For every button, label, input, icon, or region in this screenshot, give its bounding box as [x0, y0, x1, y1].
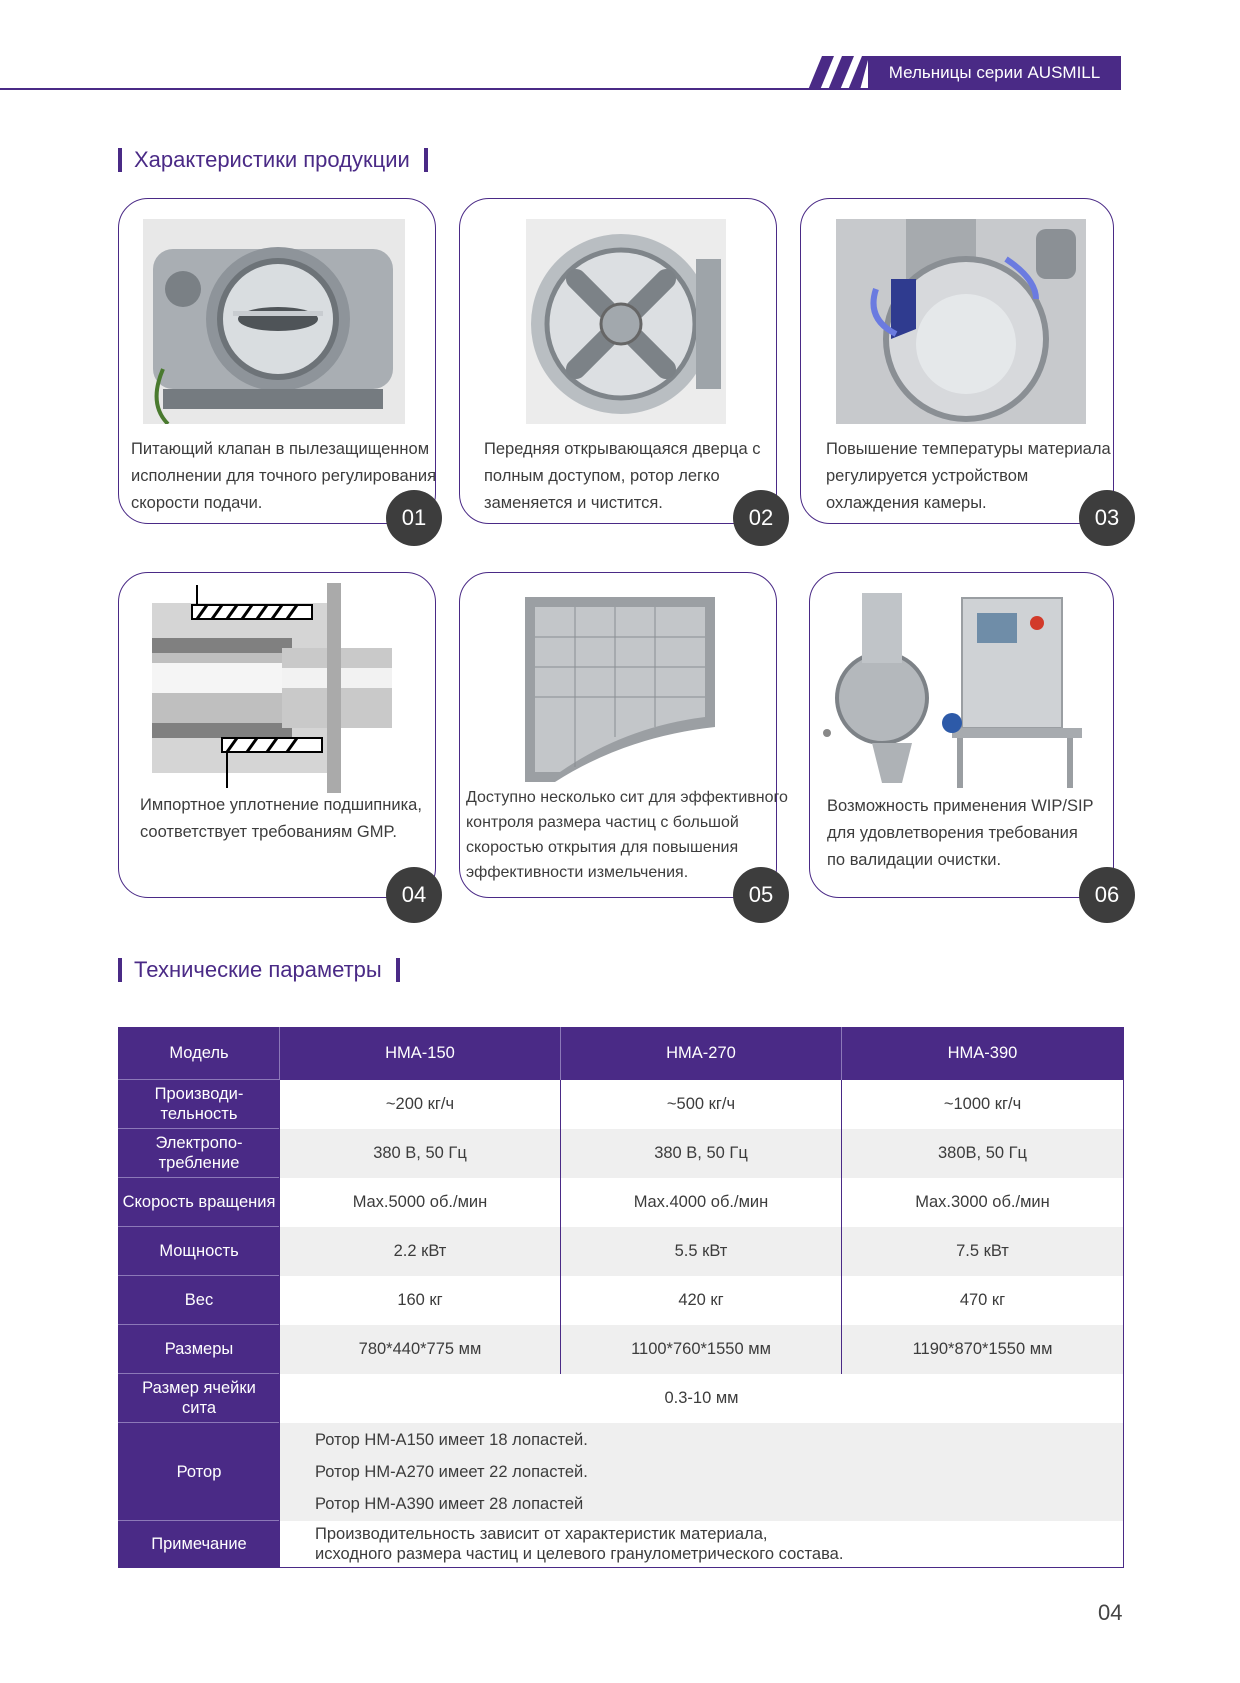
table-cell: 2.2 кВт	[280, 1227, 561, 1276]
row-label: Размеры	[119, 1325, 280, 1374]
table-cell: ~500 кг/ч	[561, 1080, 842, 1129]
table-header-cell: HMA-270	[561, 1028, 842, 1080]
feature-card-01	[118, 198, 436, 524]
bearing-seal-diagram	[152, 583, 404, 793]
table-cell: Max.5000 об./мин	[280, 1178, 561, 1227]
table-row	[119, 1325, 1124, 1374]
page-number: 04	[1098, 1600, 1123, 1625]
feature-caption-line: Импортное уплотнение подшипника,	[140, 796, 422, 814]
cooling-chamber-photo	[836, 219, 1086, 424]
note-line: Производительность зависит от характеристик материала,	[315, 1524, 768, 1543]
feature-number-04: 04	[386, 867, 442, 923]
specs-table	[118, 1027, 1124, 1568]
table-header-cell: HMA-150	[280, 1028, 561, 1080]
row-label: Электропо- требление	[119, 1129, 280, 1178]
row-label: Вес	[119, 1276, 280, 1325]
feature-number-06: 06	[1079, 867, 1135, 923]
table-row	[119, 1374, 1124, 1423]
feature-caption-line: регулируется устройством	[826, 467, 1029, 485]
table-cell: 470 кг	[842, 1276, 1124, 1325]
header-stripes	[808, 56, 868, 90]
feature-caption-line: контроля размера частиц с большой	[466, 814, 739, 831]
feature-number-01: 01	[386, 490, 442, 546]
series-label: Мельницы серии AUSMILL	[868, 56, 1121, 90]
table-header-row	[119, 1028, 1124, 1080]
feature-caption-line: охлаждения камеры.	[826, 494, 987, 512]
table-cell	[280, 1423, 1124, 1521]
row-label: Примечание	[119, 1521, 280, 1568]
table-cell: 1100*760*1550 мм	[561, 1325, 842, 1374]
feature-number-05: 05	[733, 867, 789, 923]
table-cell	[280, 1521, 1124, 1568]
rotor-line: Ротор HM-A150 имеет 18 лопастей.	[315, 1430, 588, 1449]
table-cell: 420 кг	[561, 1276, 842, 1325]
feature-card-03	[800, 198, 1114, 524]
table-cell: ~200 кг/ч	[280, 1080, 561, 1129]
table-cell: 160 кг	[280, 1276, 561, 1325]
features-title: Характеристики продукции	[118, 145, 428, 174]
sieve-screen-photo	[515, 587, 730, 787]
wip-sip-machine-photo	[822, 583, 1102, 793]
table-cell: 780*440*775 мм	[280, 1325, 561, 1374]
table-row	[119, 1276, 1124, 1325]
table-cell: Max.3000 об./мин	[842, 1178, 1124, 1227]
table-cell: 380 В, 50 Гц	[280, 1129, 561, 1178]
feature-card-05	[459, 572, 788, 898]
feature-caption-line: по валидации очистки.	[827, 851, 1002, 869]
table-row	[119, 1227, 1124, 1276]
table-header-cell: Модель	[119, 1028, 280, 1080]
table-row	[119, 1521, 1124, 1568]
table-cell: 380 В, 50 Гц	[561, 1129, 842, 1178]
feed-valve-photo	[143, 219, 405, 424]
feature-caption-line: скорости подачи.	[131, 494, 263, 512]
feature-caption-line: Передняя открывающаяся дверца с	[484, 440, 761, 458]
specs-title: Технические параметры	[118, 955, 400, 984]
rotor-line: Ротор HM-A270 имеет 22 лопастей.	[315, 1462, 588, 1481]
feature-caption-line: соответствует требованиям GMP.	[140, 823, 397, 841]
table-row	[119, 1423, 1124, 1521]
row-label: Скорость вращения	[119, 1178, 280, 1227]
table-cell: Max.4000 об./мин	[561, 1178, 842, 1227]
feature-caption-line: Возможность применения WIP/SIP	[827, 797, 1094, 815]
table-row	[119, 1178, 1124, 1227]
feature-caption-line: заменяется и чистится.	[484, 494, 663, 512]
row-label: Производи- тельность	[119, 1080, 280, 1129]
rotor-line: Ротор HM-A390 имеет 28 лопастей	[315, 1494, 584, 1513]
table-row	[119, 1129, 1124, 1178]
feature-caption-line: полным доступом, ротор легко	[484, 467, 720, 485]
feature-caption-line: эффективности измельчения.	[466, 864, 689, 881]
table-cell: 1190*870*1550 мм	[842, 1325, 1124, 1374]
feature-number-03: 03	[1079, 490, 1135, 546]
feature-caption-line: Питающий клапан в пылезащищенном	[131, 440, 430, 458]
feature-caption-line: Доступно несколько сит для эффективного	[466, 789, 788, 806]
table-cell: 380В, 50 Гц	[842, 1129, 1124, 1178]
table-cell: 0.3-10 мм	[280, 1374, 1124, 1423]
note-line: исходного размера частиц и целевого гранулометрического состава.	[315, 1544, 844, 1563]
feature-caption-line: Повышение температуры материала	[826, 440, 1111, 458]
feature-number-02: 02	[733, 490, 789, 546]
feature-card-02	[459, 198, 777, 524]
table-row	[119, 1080, 1124, 1129]
feature-caption-line: для удовлетворения требования	[827, 824, 1078, 842]
table-cell: 5.5 кВт	[561, 1227, 842, 1276]
table-cell: ~1000 кг/ч	[842, 1080, 1124, 1129]
feature-caption-line: скоростью открытия для повышения	[466, 839, 739, 856]
row-label: Мощность	[119, 1227, 280, 1276]
feature-caption-line: исполнении для точного регулирования	[131, 467, 437, 485]
row-label: Размер ячейки сита	[119, 1374, 280, 1423]
table-cell: 7.5 кВт	[842, 1227, 1124, 1276]
row-label: Ротор	[119, 1423, 280, 1521]
table-header-cell: HMA-390	[842, 1028, 1124, 1080]
feature-card-04	[118, 572, 436, 898]
feature-card-06	[809, 572, 1114, 898]
rotor-door-photo	[526, 219, 726, 424]
